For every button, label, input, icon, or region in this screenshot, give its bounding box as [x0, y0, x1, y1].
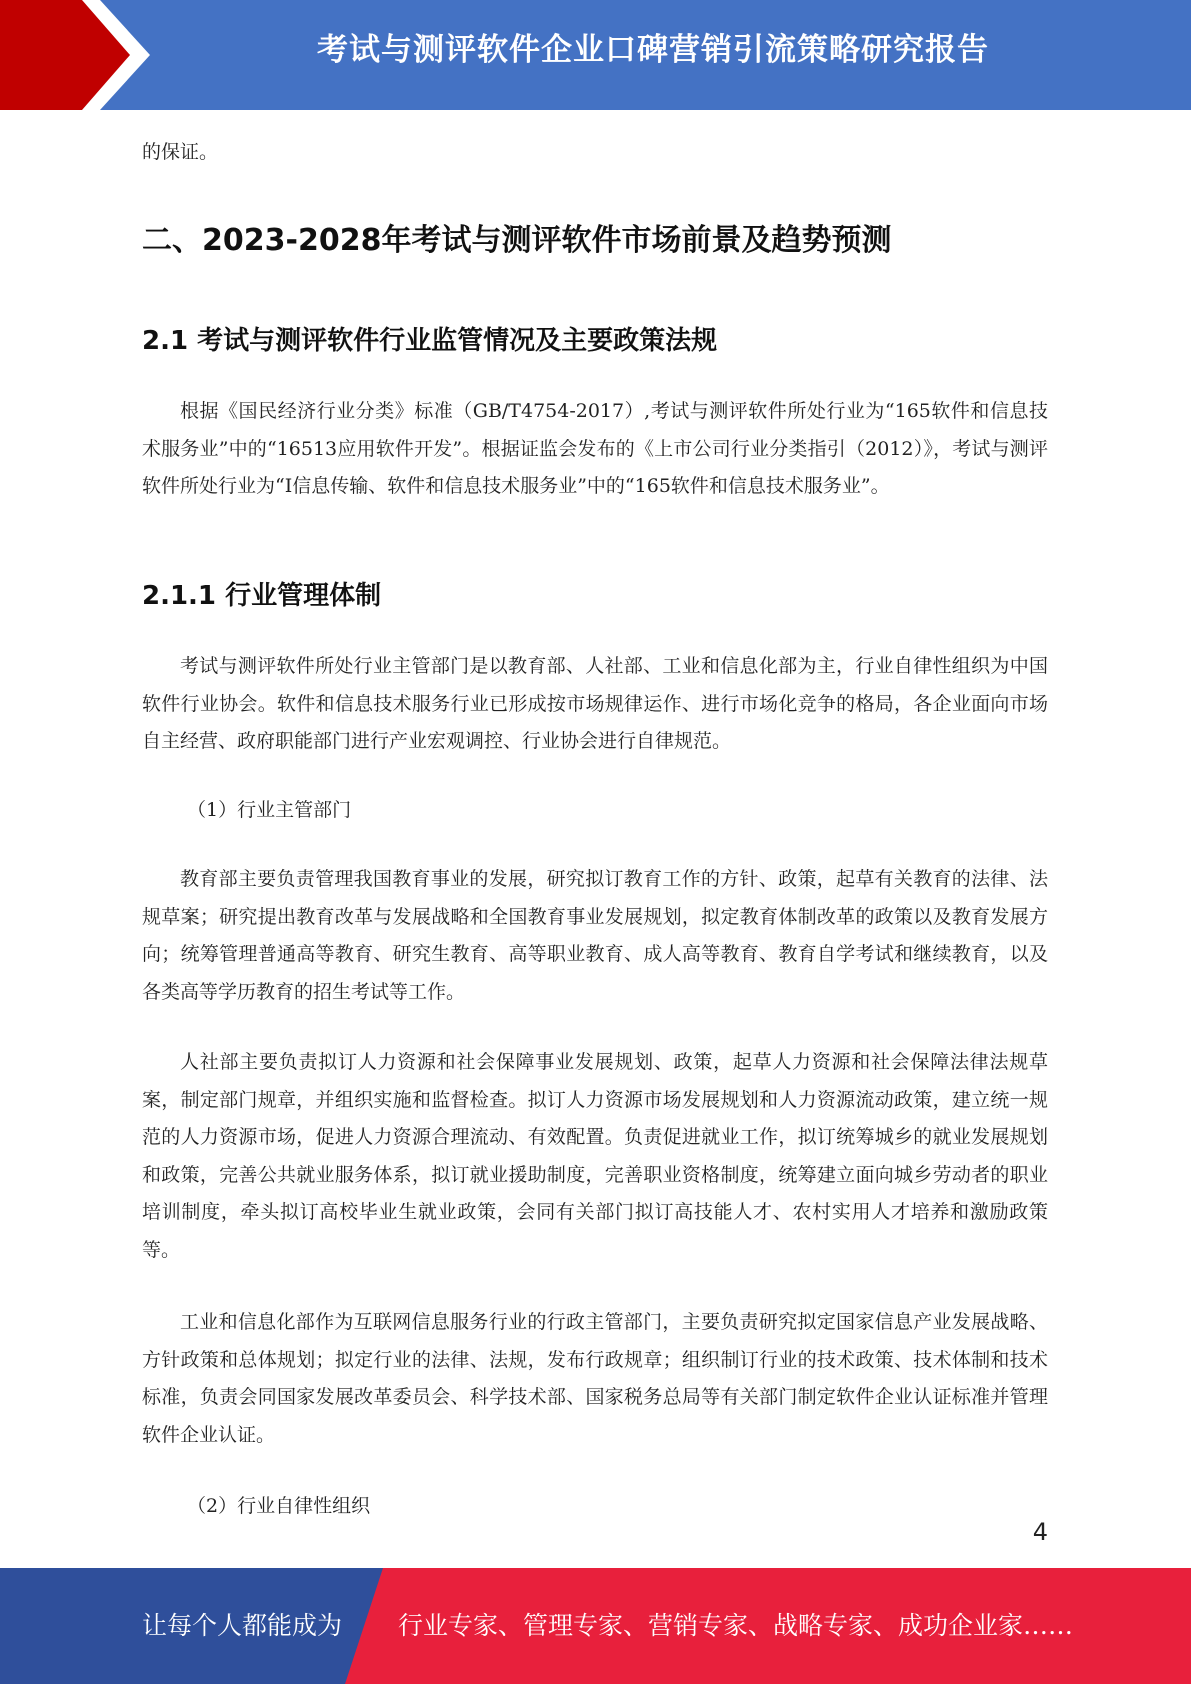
paragraph-ministry-industry: 工业和信息化部作为互联网信息服务行业的行政主管部门，主要负责研究拟定国家信息产业发展战略、方针政策和总体规划；拟定行业的法律、法规，发布行政规章；组织制订行业的技术政策、技术体制和技术标准，负责会同国家发展改革委员会、科学技术部、国家税务总局等有关部门制定软件企业认证标准并管理软件企业认证。: [142, 1311, 1048, 1446]
continuation-text: 的保证。: [142, 141, 219, 163]
list-heading-authorities: （1）行业主管部门: [187, 799, 352, 821]
subsection-heading-2-1: 2.1 考试与测评软件行业监管情况及主要政策法规: [142, 326, 718, 356]
paragraph-management-system: 考试与测评软件所处行业主管部门是以教育部、人社部、工业和信息化部为主，行业自律性组织为中国软件行业协会。软件和信息技术服务行业已形成按市场规律运作、进行市场化竞争的格局，各企业面向市场自主经营、政府职能部门进行产业宏观调控、行业协会进行自律规范。: [142, 655, 1048, 752]
footer-slogan-left: 让每个人都能成为: [142, 1611, 343, 1640]
paragraph-ministry-hr: 人社部主要负责拟订人力资源和社会保障事业发展规划、政策，起草人力资源和社会保障法律法规草案，制定部门规章，并组织实施和监督检查。拟订人力资源市场发展规划和人力资源流动政策，建立统一规范的人力资源市场，促进人力资源合理流动、有效配置。负责促进就业工作，拟订统筹城乡的就业发展规划和政策，完善公共就业服务体系，拟订就业援助制度，完善职业资格制度，统筹建立面向城乡劳动者的职业培训制度，牵头拟订高校毕业生就业政策，会同有关部门拟订高技能人才、农村实用人才培养和激励政策等。: [142, 1051, 1048, 1261]
subsection-heading-2-1-1: 2.1.1 行业管理体制: [142, 581, 382, 611]
page-footer: [0, 1568, 1191, 1684]
header-title: 考试与测评软件企业口碑营销引流策略研究报告: [317, 32, 989, 68]
paragraph-classification: 根据《国民经济行业分类》标准（GB/T4754-2017）,考试与测评软件所处行业为“165软件和信息技术服务业”中的“16513应用软件开发”。根据证监会发布的《上市公司行业分类指引（2012）》，考试与测评软件所处行业为“I信息传输、软件和信息技术服务业”中的“165软件和信息技术服务业”。: [142, 400, 1048, 497]
page-header: [0, 0, 1191, 110]
section-heading: 二、2023-2028年考试与测评软件市场前景及趋势预测: [142, 223, 892, 258]
page-number: 4: [1032, 1518, 1048, 1546]
paragraph-ministry-education: 教育部主要负责管理我国教育事业的发展，研究拟订教育工作的方针、政策，起草有关教育的法律、法规草案；研究提出教育改革与发展战略和全国教育事业发展规划，拟定教育体制改革的政策以及教育发展方向；统筹管理普通高等教育、研究生教育、高等职业教育、成人高等教育、教育自学考试和继续教育，以及各类高等学历教育的招生考试等工作。: [142, 868, 1048, 1003]
footer-slogan-right: 行业专家、管理专家、营销专家、战略专家、成功企业家……: [398, 1611, 1074, 1640]
list-heading-self-regulatory: （2）行业自律性组织: [187, 1495, 371, 1517]
